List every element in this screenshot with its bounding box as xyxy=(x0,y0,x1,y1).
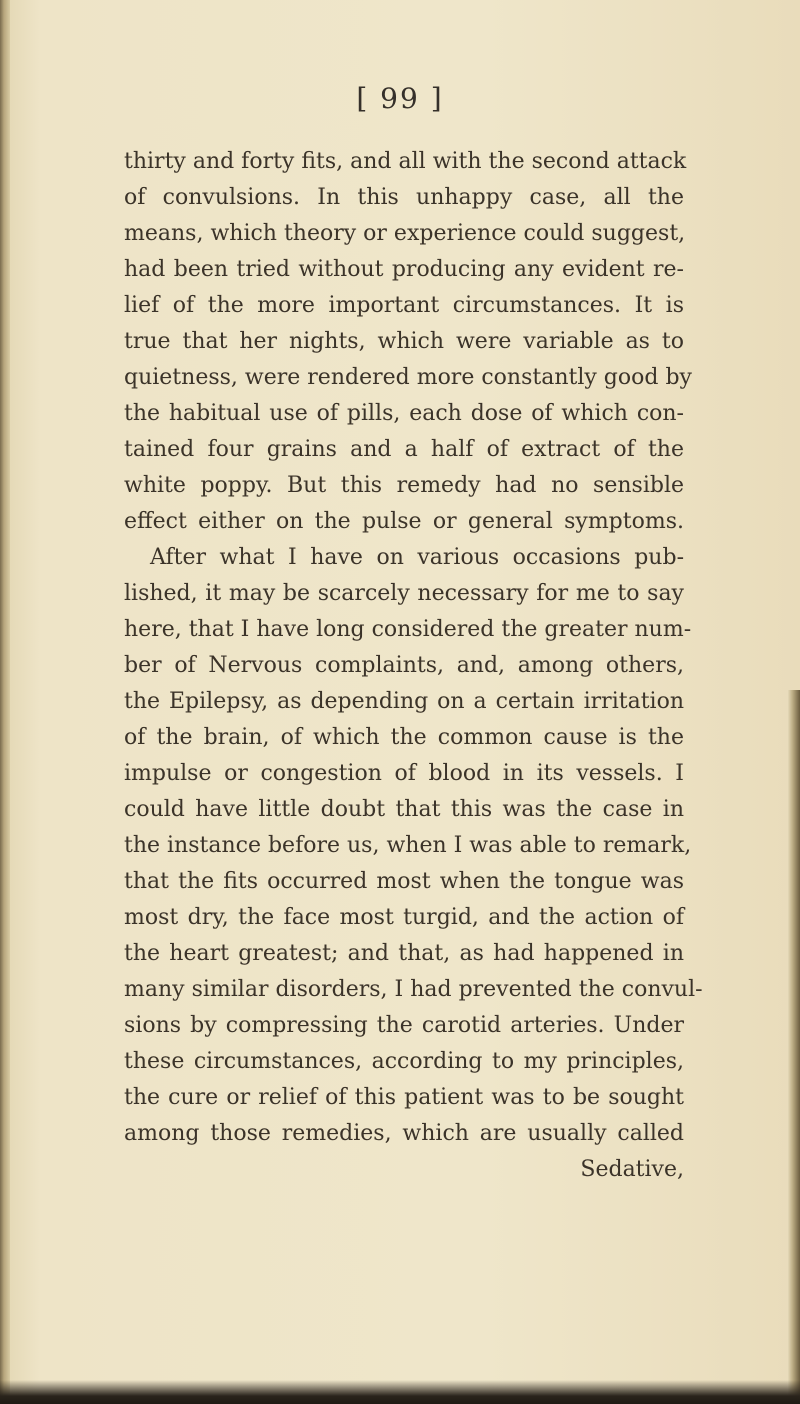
text-line: here, that I have long considered the greater num- xyxy=(124,617,692,642)
text-line: many similar disorders, I had prevented the convul- xyxy=(124,977,703,1002)
text-line: sions by compressing the carotid arteries. Under xyxy=(124,1013,684,1038)
text-line: tained four grains and a half of extract of the xyxy=(124,437,684,462)
text-line: of convulsions. In this unhappy case, all the xyxy=(124,185,684,210)
text-line: the heart greatest; and that, as had happened in xyxy=(124,941,684,966)
text-line: impulse or congestion of blood in its vessels. I xyxy=(124,761,684,786)
text-line: the instance before us, when I was able to remark, xyxy=(124,833,692,858)
text-line: the cure or relief of this patient was to be sought xyxy=(124,1085,684,1110)
text-line: quietness, were rendered more constantly good by xyxy=(124,365,692,390)
page-bottom-shadow xyxy=(0,1380,800,1404)
text-line: most dry, the face most turgid, and the action of xyxy=(124,905,684,930)
text-line: white poppy. But this remedy had no sensible xyxy=(124,473,684,498)
text-line: thirty and forty fits, and all with the second attack xyxy=(124,149,687,174)
text-line: had been tried without producing any evident re- xyxy=(124,257,684,282)
catchword: Sedative, xyxy=(580,1157,684,1182)
text-line: of the brain, of which the common cause is the xyxy=(124,725,684,750)
body-text xyxy=(124,144,703,1188)
text-line: means, which theory or experience could suggest, xyxy=(124,221,686,246)
text-line: these circumstances, according to my principles, xyxy=(124,1049,684,1074)
text-line: the habitual use of pills, each dose of which con- xyxy=(124,401,684,426)
paragraph-start-line: After what I have on various occasions pub- xyxy=(150,545,684,570)
text-line: the Epilepsy, as depending on a certain irritation xyxy=(124,689,684,714)
text-line: lief of the more important circumstances. It is xyxy=(124,293,684,318)
text-line: among those remedies, which are usually called xyxy=(124,1121,684,1146)
text-line: true that her nights, which were variable as to xyxy=(124,329,684,354)
page-number: [ 99 ] xyxy=(356,82,444,115)
text-line: ber of Nervous complaints, and, among others, xyxy=(124,653,684,678)
text-line: effect either on the pulse or general symptoms. xyxy=(124,509,684,534)
text-line: that the fits occurred most when the tongue was xyxy=(124,869,684,894)
text-line: lished, it may be scarcely necessary for me to say xyxy=(124,581,684,606)
text-line: could have little doubt that this was the case in xyxy=(124,797,684,822)
page-binding-edge xyxy=(0,0,10,1404)
page-right-edge xyxy=(788,690,800,1404)
